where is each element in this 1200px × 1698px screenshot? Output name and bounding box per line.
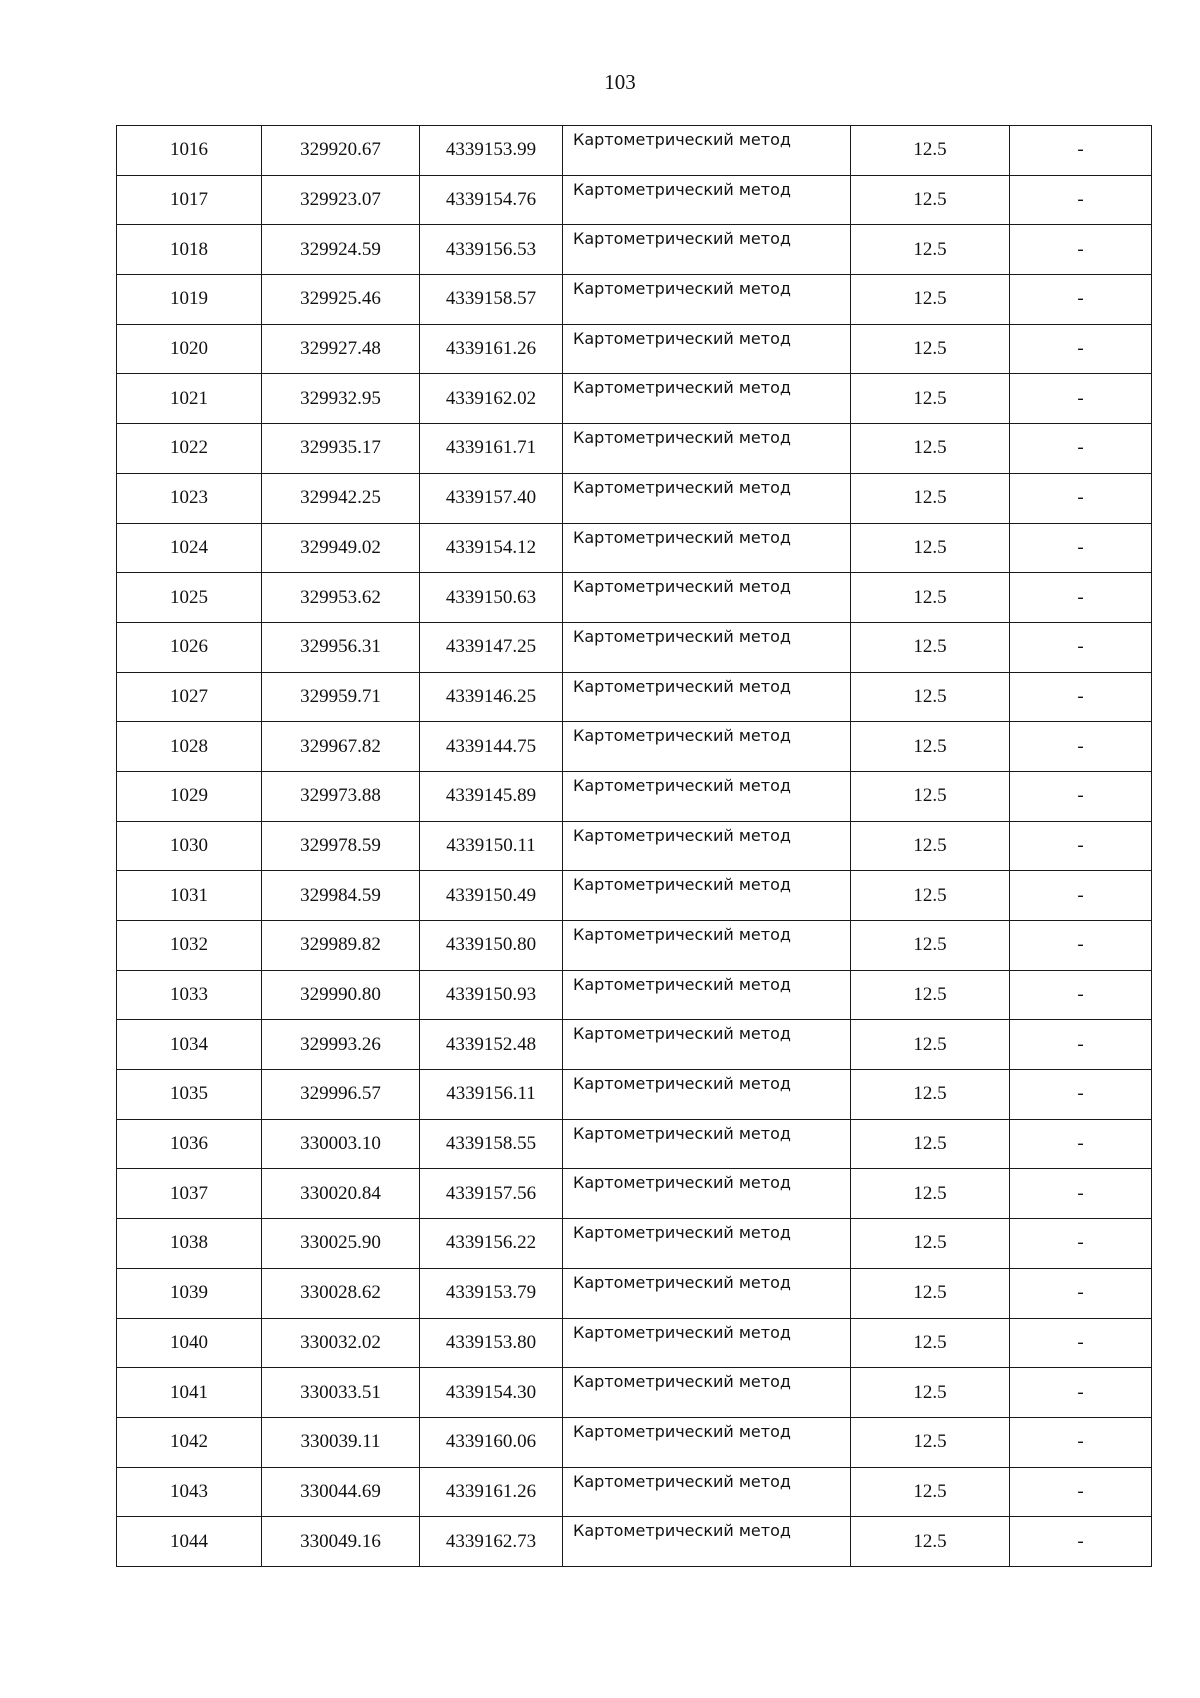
accuracy-cell: 12.5 bbox=[851, 1169, 1010, 1219]
y-coordinate-cell: 4339158.57 bbox=[420, 275, 563, 325]
accuracy-cell: 12.5 bbox=[851, 1020, 1010, 1070]
point-number-cell: 1026 bbox=[117, 622, 262, 672]
x-coordinate-cell: 329989.82 bbox=[262, 921, 420, 971]
note-cell: - bbox=[1010, 672, 1152, 722]
y-coordinate-cell: 4339150.80 bbox=[420, 921, 563, 971]
point-number-cell: 1028 bbox=[117, 722, 262, 772]
y-coordinate-cell: 4339161.26 bbox=[420, 324, 563, 374]
x-coordinate-cell: 329996.57 bbox=[262, 1070, 420, 1120]
x-coordinate-cell: 329973.88 bbox=[262, 771, 420, 821]
point-number-cell: 1043 bbox=[117, 1467, 262, 1517]
method-cell: Картометрический метод bbox=[563, 473, 851, 523]
y-coordinate-cell: 4339147.25 bbox=[420, 622, 563, 672]
accuracy-cell: 12.5 bbox=[851, 1119, 1010, 1169]
x-coordinate-cell: 329925.46 bbox=[262, 275, 420, 325]
accuracy-cell: 12.5 bbox=[851, 821, 1010, 871]
y-coordinate-cell: 4339145.89 bbox=[420, 771, 563, 821]
accuracy-cell: 12.5 bbox=[851, 473, 1010, 523]
method-cell: Картометрический метод bbox=[563, 573, 851, 623]
method-cell: Картометрический метод bbox=[563, 324, 851, 374]
y-coordinate-cell: 4339161.71 bbox=[420, 424, 563, 474]
accuracy-cell: 12.5 bbox=[851, 126, 1010, 176]
table-row bbox=[117, 523, 1152, 573]
table-row bbox=[117, 1368, 1152, 1418]
table-row bbox=[117, 275, 1152, 325]
note-cell: - bbox=[1010, 970, 1152, 1020]
x-coordinate-cell: 329953.62 bbox=[262, 573, 420, 623]
x-coordinate-cell: 329956.31 bbox=[262, 622, 420, 672]
method-cell: Картометрический метод bbox=[563, 523, 851, 573]
x-coordinate-cell: 329935.17 bbox=[262, 424, 420, 474]
y-coordinate-cell: 4339160.06 bbox=[420, 1417, 563, 1467]
x-coordinate-cell: 329949.02 bbox=[262, 523, 420, 573]
y-coordinate-cell: 4339157.56 bbox=[420, 1169, 563, 1219]
note-cell: - bbox=[1010, 722, 1152, 772]
point-number-cell: 1031 bbox=[117, 871, 262, 921]
y-coordinate-cell: 4339153.99 bbox=[420, 126, 563, 176]
table-row bbox=[117, 1119, 1152, 1169]
point-number-cell: 1021 bbox=[117, 374, 262, 424]
y-coordinate-cell: 4339154.76 bbox=[420, 175, 563, 225]
accuracy-cell: 12.5 bbox=[851, 1467, 1010, 1517]
accuracy-cell: 12.5 bbox=[851, 722, 1010, 772]
point-number-cell: 1036 bbox=[117, 1119, 262, 1169]
table-row bbox=[117, 672, 1152, 722]
y-coordinate-cell: 4339161.26 bbox=[420, 1467, 563, 1517]
y-coordinate-cell: 4339152.48 bbox=[420, 1020, 563, 1070]
note-cell: - bbox=[1010, 275, 1152, 325]
point-number-cell: 1029 bbox=[117, 771, 262, 821]
x-coordinate-cell: 329927.48 bbox=[262, 324, 420, 374]
coordinates-table bbox=[116, 125, 1152, 1567]
point-number-cell: 1030 bbox=[117, 821, 262, 871]
y-coordinate-cell: 4339156.11 bbox=[420, 1070, 563, 1120]
note-cell: - bbox=[1010, 1169, 1152, 1219]
x-coordinate-cell: 330020.84 bbox=[262, 1169, 420, 1219]
table-row bbox=[117, 921, 1152, 971]
note-cell: - bbox=[1010, 1268, 1152, 1318]
method-cell: Картометрический метод bbox=[563, 1517, 851, 1567]
note-cell: - bbox=[1010, 374, 1152, 424]
y-coordinate-cell: 4339156.53 bbox=[420, 225, 563, 275]
table-row bbox=[117, 225, 1152, 275]
accuracy-cell: 12.5 bbox=[851, 871, 1010, 921]
accuracy-cell: 12.5 bbox=[851, 921, 1010, 971]
x-coordinate-cell: 329942.25 bbox=[262, 473, 420, 523]
method-cell: Картометрический метод bbox=[563, 1268, 851, 1318]
accuracy-cell: 12.5 bbox=[851, 324, 1010, 374]
note-cell: - bbox=[1010, 424, 1152, 474]
note-cell: - bbox=[1010, 1119, 1152, 1169]
y-coordinate-cell: 4339150.63 bbox=[420, 573, 563, 623]
point-number-cell: 1037 bbox=[117, 1169, 262, 1219]
table-row bbox=[117, 1417, 1152, 1467]
accuracy-cell: 12.5 bbox=[851, 1318, 1010, 1368]
page-number: 103 bbox=[604, 70, 636, 94]
table-row bbox=[117, 622, 1152, 672]
method-cell: Картометрический метод bbox=[563, 921, 851, 971]
y-coordinate-cell: 4339153.79 bbox=[420, 1268, 563, 1318]
accuracy-cell: 12.5 bbox=[851, 1219, 1010, 1269]
method-cell: Картометрический метод bbox=[563, 175, 851, 225]
x-coordinate-cell: 330028.62 bbox=[262, 1268, 420, 1318]
y-coordinate-cell: 4339150.11 bbox=[420, 821, 563, 871]
x-coordinate-cell: 329959.71 bbox=[262, 672, 420, 722]
note-cell: - bbox=[1010, 821, 1152, 871]
x-coordinate-cell: 330032.02 bbox=[262, 1318, 420, 1368]
accuracy-cell: 12.5 bbox=[851, 1517, 1010, 1567]
table-row bbox=[117, 771, 1152, 821]
method-cell: Картометрический метод bbox=[563, 672, 851, 722]
method-cell: Картометрический метод bbox=[563, 225, 851, 275]
point-number-cell: 1044 bbox=[117, 1517, 262, 1567]
note-cell: - bbox=[1010, 1318, 1152, 1368]
note-cell: - bbox=[1010, 771, 1152, 821]
accuracy-cell: 12.5 bbox=[851, 1417, 1010, 1467]
accuracy-cell: 12.5 bbox=[851, 374, 1010, 424]
note-cell: - bbox=[1010, 1467, 1152, 1517]
note-cell: - bbox=[1010, 921, 1152, 971]
y-coordinate-cell: 4339156.22 bbox=[420, 1219, 563, 1269]
y-coordinate-cell: 4339150.49 bbox=[420, 871, 563, 921]
table-row bbox=[117, 1070, 1152, 1120]
point-number-cell: 1032 bbox=[117, 921, 262, 971]
point-number-cell: 1041 bbox=[117, 1368, 262, 1418]
x-coordinate-cell: 329967.82 bbox=[262, 722, 420, 772]
note-cell: - bbox=[1010, 175, 1152, 225]
accuracy-cell: 12.5 bbox=[851, 424, 1010, 474]
point-number-cell: 1034 bbox=[117, 1020, 262, 1070]
note-cell: - bbox=[1010, 622, 1152, 672]
point-number-cell: 1024 bbox=[117, 523, 262, 573]
x-coordinate-cell: 329920.67 bbox=[262, 126, 420, 176]
note-cell: - bbox=[1010, 1020, 1152, 1070]
y-coordinate-cell: 4339158.55 bbox=[420, 1119, 563, 1169]
x-coordinate-cell: 330033.51 bbox=[262, 1368, 420, 1418]
y-coordinate-cell: 4339154.30 bbox=[420, 1368, 563, 1418]
method-cell: Картометрический метод bbox=[563, 871, 851, 921]
table-row bbox=[117, 126, 1152, 176]
method-cell: Картометрический метод bbox=[563, 1467, 851, 1517]
note-cell: - bbox=[1010, 1219, 1152, 1269]
table-row bbox=[117, 1169, 1152, 1219]
note-cell: - bbox=[1010, 324, 1152, 374]
method-cell: Картометрический метод bbox=[563, 1020, 851, 1070]
table-row bbox=[117, 473, 1152, 523]
accuracy-cell: 12.5 bbox=[851, 1368, 1010, 1418]
x-coordinate-cell: 329924.59 bbox=[262, 225, 420, 275]
method-cell: Картометрический метод bbox=[563, 126, 851, 176]
note-cell: - bbox=[1010, 1368, 1152, 1418]
point-number-cell: 1018 bbox=[117, 225, 262, 275]
accuracy-cell: 12.5 bbox=[851, 225, 1010, 275]
note-cell: - bbox=[1010, 225, 1152, 275]
table-row bbox=[117, 722, 1152, 772]
table-row bbox=[117, 573, 1152, 623]
accuracy-cell: 12.5 bbox=[851, 771, 1010, 821]
table-row bbox=[117, 424, 1152, 474]
note-cell: - bbox=[1010, 473, 1152, 523]
note-cell: - bbox=[1010, 1517, 1152, 1567]
table-row bbox=[117, 1318, 1152, 1368]
point-number-cell: 1027 bbox=[117, 672, 262, 722]
y-coordinate-cell: 4339154.12 bbox=[420, 523, 563, 573]
accuracy-cell: 12.5 bbox=[851, 175, 1010, 225]
x-coordinate-cell: 329984.59 bbox=[262, 871, 420, 921]
accuracy-cell: 12.5 bbox=[851, 672, 1010, 722]
accuracy-cell: 12.5 bbox=[851, 1268, 1010, 1318]
accuracy-cell: 12.5 bbox=[851, 523, 1010, 573]
x-coordinate-cell: 330049.16 bbox=[262, 1517, 420, 1567]
table-row bbox=[117, 871, 1152, 921]
point-number-cell: 1042 bbox=[117, 1417, 262, 1467]
y-coordinate-cell: 4339162.73 bbox=[420, 1517, 563, 1567]
note-cell: - bbox=[1010, 871, 1152, 921]
method-cell: Картометрический метод bbox=[563, 1169, 851, 1219]
point-number-cell: 1039 bbox=[117, 1268, 262, 1318]
point-number-cell: 1020 bbox=[117, 324, 262, 374]
x-coordinate-cell: 329990.80 bbox=[262, 970, 420, 1020]
method-cell: Картометрический метод bbox=[563, 821, 851, 871]
accuracy-cell: 12.5 bbox=[851, 622, 1010, 672]
note-cell: - bbox=[1010, 523, 1152, 573]
table-row bbox=[117, 175, 1152, 225]
x-coordinate-cell: 330025.90 bbox=[262, 1219, 420, 1269]
method-cell: Картометрический метод bbox=[563, 1417, 851, 1467]
table-row bbox=[117, 1467, 1152, 1517]
x-coordinate-cell: 330044.69 bbox=[262, 1467, 420, 1517]
x-coordinate-cell: 329978.59 bbox=[262, 821, 420, 871]
method-cell: Картометрический метод bbox=[563, 1219, 851, 1269]
y-coordinate-cell: 4339150.93 bbox=[420, 970, 563, 1020]
method-cell: Картометрический метод bbox=[563, 622, 851, 672]
y-coordinate-cell: 4339162.02 bbox=[420, 374, 563, 424]
accuracy-cell: 12.5 bbox=[851, 1070, 1010, 1120]
method-cell: Картометрический метод bbox=[563, 1070, 851, 1120]
table-row bbox=[117, 1268, 1152, 1318]
method-cell: Картометрический метод bbox=[563, 275, 851, 325]
table-row bbox=[117, 1219, 1152, 1269]
point-number-cell: 1016 bbox=[117, 126, 262, 176]
method-cell: Картометрический метод bbox=[563, 374, 851, 424]
accuracy-cell: 12.5 bbox=[851, 275, 1010, 325]
method-cell: Картометрический метод bbox=[563, 1368, 851, 1418]
point-number-cell: 1035 bbox=[117, 1070, 262, 1120]
x-coordinate-cell: 329923.07 bbox=[262, 175, 420, 225]
accuracy-cell: 12.5 bbox=[851, 970, 1010, 1020]
point-number-cell: 1023 bbox=[117, 473, 262, 523]
point-number-cell: 1033 bbox=[117, 970, 262, 1020]
y-coordinate-cell: 4339144.75 bbox=[420, 722, 563, 772]
point-number-cell: 1038 bbox=[117, 1219, 262, 1269]
point-number-cell: 1022 bbox=[117, 424, 262, 474]
point-number-cell: 1019 bbox=[117, 275, 262, 325]
table-row bbox=[117, 374, 1152, 424]
note-cell: - bbox=[1010, 126, 1152, 176]
x-coordinate-cell: 329932.95 bbox=[262, 374, 420, 424]
method-cell: Картометрический метод bbox=[563, 771, 851, 821]
note-cell: - bbox=[1010, 1417, 1152, 1467]
note-cell: - bbox=[1010, 573, 1152, 623]
method-cell: Картометрический метод bbox=[563, 1318, 851, 1368]
table-row bbox=[117, 324, 1152, 374]
x-coordinate-cell: 329993.26 bbox=[262, 1020, 420, 1070]
y-coordinate-cell: 4339153.80 bbox=[420, 1318, 563, 1368]
method-cell: Картометрический метод bbox=[563, 970, 851, 1020]
note-cell: - bbox=[1010, 1070, 1152, 1120]
method-cell: Картометрический метод bbox=[563, 722, 851, 772]
table-row bbox=[117, 1020, 1152, 1070]
coordinates-table-body bbox=[117, 126, 1152, 1567]
table-row bbox=[117, 1517, 1152, 1567]
method-cell: Картометрический метод bbox=[563, 424, 851, 474]
x-coordinate-cell: 330003.10 bbox=[262, 1119, 420, 1169]
x-coordinate-cell: 330039.11 bbox=[262, 1417, 420, 1467]
point-number-cell: 1025 bbox=[117, 573, 262, 623]
point-number-cell: 1017 bbox=[117, 175, 262, 225]
method-cell: Картометрический метод bbox=[563, 1119, 851, 1169]
y-coordinate-cell: 4339146.25 bbox=[420, 672, 563, 722]
y-coordinate-cell: 4339157.40 bbox=[420, 473, 563, 523]
table-row bbox=[117, 821, 1152, 871]
point-number-cell: 1040 bbox=[117, 1318, 262, 1368]
accuracy-cell: 12.5 bbox=[851, 573, 1010, 623]
table-row bbox=[117, 970, 1152, 1020]
